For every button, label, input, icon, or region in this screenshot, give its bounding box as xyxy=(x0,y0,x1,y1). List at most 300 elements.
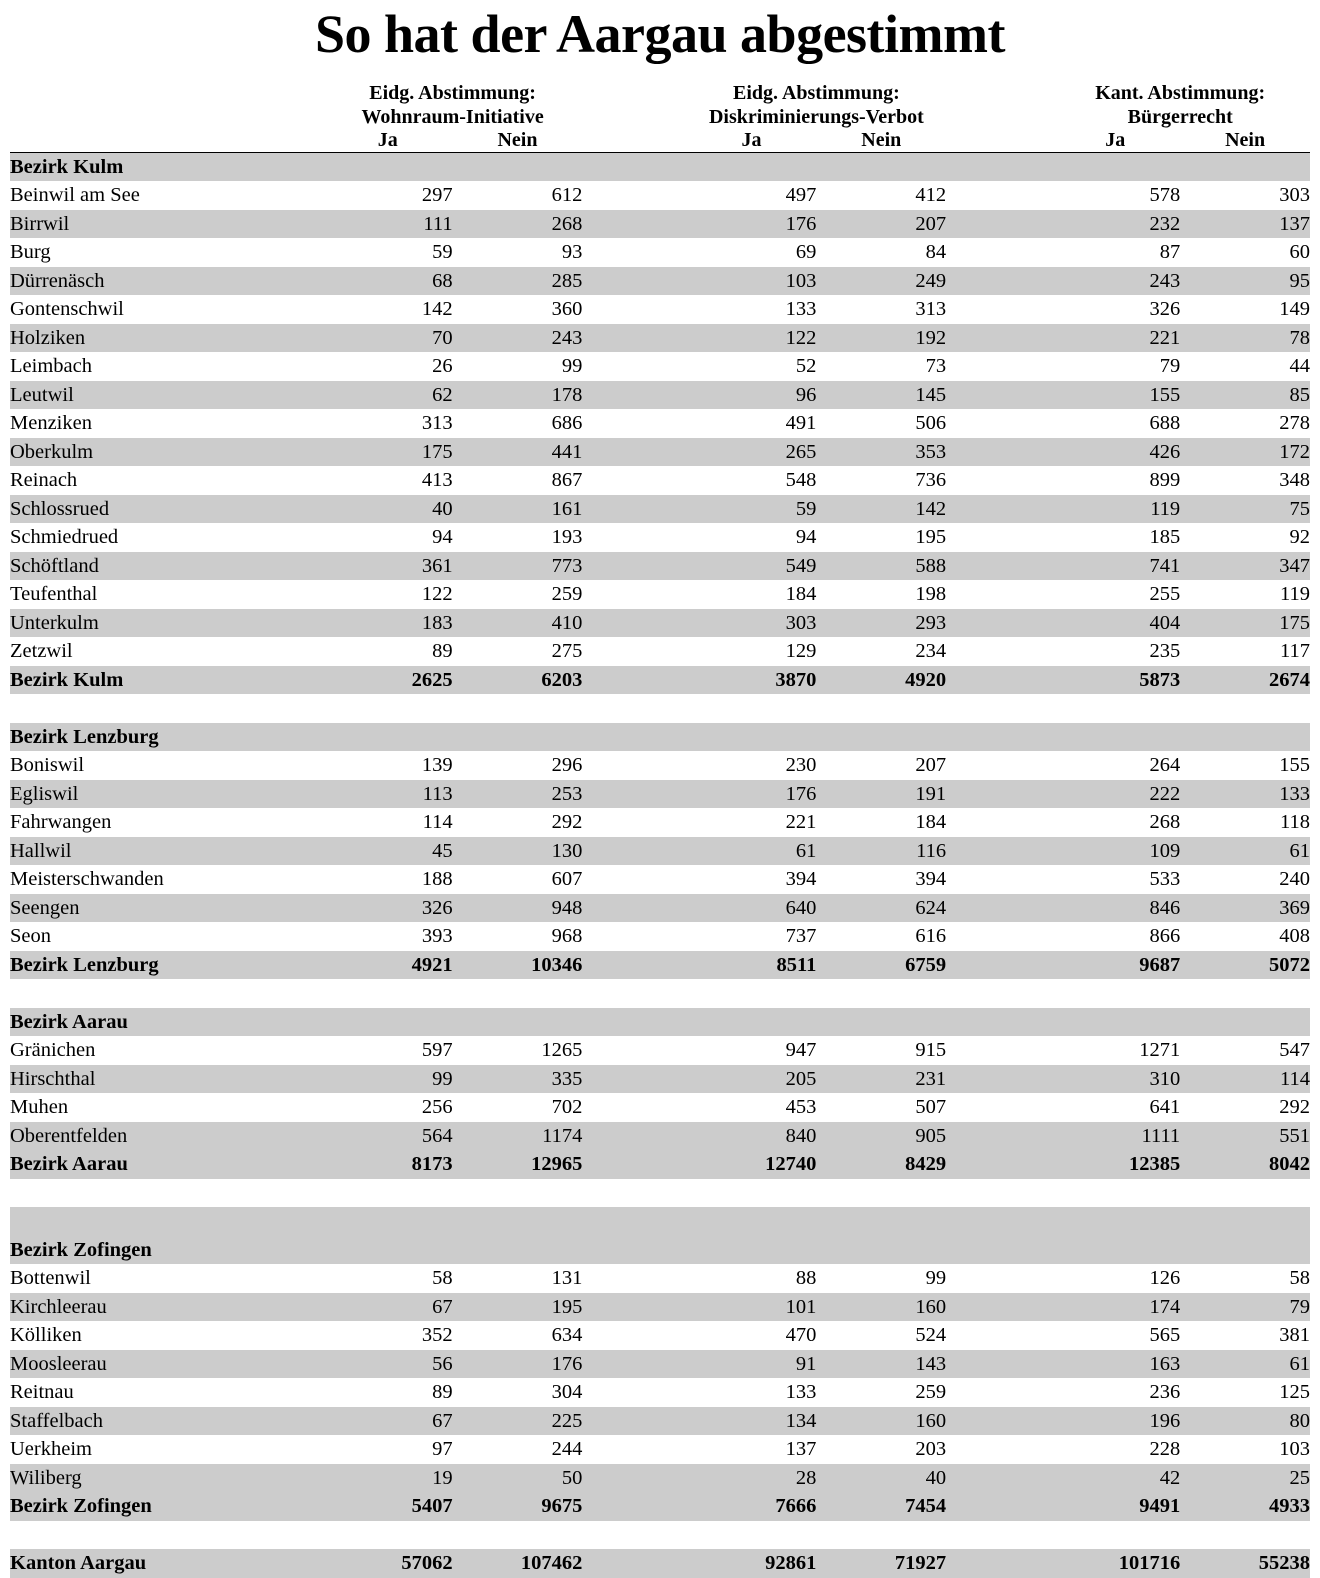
vote-count: 192 xyxy=(816,324,946,353)
vote-count: 198 xyxy=(816,580,946,609)
vote-count: 172 xyxy=(1180,438,1310,467)
vote-count: 296 xyxy=(453,751,583,780)
vote-count: 736 xyxy=(816,466,946,495)
vote-count: 184 xyxy=(687,580,817,609)
vote-count: 42 xyxy=(1050,1464,1180,1493)
header-group-1-line1: Eidg. Abstimmung: xyxy=(369,81,536,104)
municipality-name: Zetzwil xyxy=(10,637,323,666)
municipality-name: Menziken xyxy=(10,409,323,438)
vote-count: 185 xyxy=(1050,523,1180,552)
vote-count: 94 xyxy=(323,523,453,552)
vote-count: 292 xyxy=(453,808,583,837)
vote-count: 8173 xyxy=(323,1150,453,1179)
municipality-name: Kanton Aargau xyxy=(10,1549,323,1578)
table-row xyxy=(10,1321,1310,1350)
table-row xyxy=(10,1293,1310,1322)
vote-count: 142 xyxy=(323,295,453,324)
vote-count xyxy=(323,694,453,723)
column-gap xyxy=(946,238,1050,267)
vote-count: 547 xyxy=(1180,1036,1310,1065)
vote-count: 137 xyxy=(687,1435,817,1464)
vote-count xyxy=(1050,723,1180,752)
vote-count: 297 xyxy=(323,181,453,210)
vote-count xyxy=(1180,1207,1310,1236)
vote-count: 265 xyxy=(687,438,817,467)
vote-count: 176 xyxy=(687,210,817,239)
vote-count: 129 xyxy=(687,637,817,666)
vote-count: 256 xyxy=(323,1093,453,1122)
vote-count xyxy=(323,723,453,752)
table-row xyxy=(10,865,1310,894)
vote-count: 240 xyxy=(1180,865,1310,894)
column-gap xyxy=(946,1122,1050,1151)
column-gap xyxy=(946,438,1050,467)
vote-count: 228 xyxy=(1050,1435,1180,1464)
column-gap xyxy=(582,210,686,239)
vote-count: 9675 xyxy=(453,1492,583,1521)
vote-count: 126 xyxy=(1050,1264,1180,1293)
vote-count: 62 xyxy=(323,381,453,410)
vote-count: 2674 xyxy=(1180,666,1310,695)
vote-count xyxy=(1180,152,1310,181)
vote-count: 207 xyxy=(816,210,946,239)
municipality-name: Unterkulm xyxy=(10,609,323,638)
municipality-name: Gränichen xyxy=(10,1036,323,1065)
table-row xyxy=(10,780,1310,809)
column-gap xyxy=(946,324,1050,353)
vote-count: 524 xyxy=(816,1321,946,1350)
vote-count: 641 xyxy=(1050,1093,1180,1122)
vote-count: 293 xyxy=(816,609,946,638)
vote-count: 142 xyxy=(816,495,946,524)
municipality-name: Leimbach xyxy=(10,352,323,381)
vote-count xyxy=(687,1236,817,1265)
vote-count: 404 xyxy=(1050,609,1180,638)
column-gap xyxy=(946,1350,1050,1379)
vote-count: 905 xyxy=(816,1122,946,1151)
column-gap xyxy=(582,1065,686,1094)
vote-count: 394 xyxy=(816,865,946,894)
vote-count: 203 xyxy=(816,1435,946,1464)
column-gap xyxy=(582,922,686,951)
table-row xyxy=(10,409,1310,438)
vote-count: 118 xyxy=(1180,808,1310,837)
column-gap xyxy=(582,780,686,809)
municipality-name: Beinwil am See xyxy=(10,181,323,210)
spacer-row xyxy=(10,694,1310,723)
vote-count: 393 xyxy=(323,922,453,951)
vote-count xyxy=(1180,1008,1310,1037)
vote-count: 497 xyxy=(687,181,817,210)
column-gap xyxy=(582,552,686,581)
header-group-2-line1: Eidg. Abstimmung: xyxy=(733,81,900,104)
column-gap xyxy=(946,1036,1050,1065)
municipality-name: Burg xyxy=(10,238,323,267)
column-gap xyxy=(582,1350,686,1379)
column-gap xyxy=(946,1207,1050,1236)
vote-count xyxy=(1050,1207,1180,1236)
vote-count: 1271 xyxy=(1050,1036,1180,1065)
column-gap xyxy=(582,637,686,666)
vote-count: 28 xyxy=(687,1464,817,1493)
table-row xyxy=(10,352,1310,381)
vote-count: 56 xyxy=(323,1350,453,1379)
vote-count: 408 xyxy=(1180,922,1310,951)
vote-count xyxy=(323,1179,453,1208)
vote-count: 89 xyxy=(323,637,453,666)
column-gap xyxy=(582,694,686,723)
vote-count: 122 xyxy=(687,324,817,353)
header-group-2 xyxy=(687,81,947,129)
municipality-name: Seengen xyxy=(10,894,323,923)
header-sub-3-ja: Ja xyxy=(1105,128,1126,151)
vote-count: 113 xyxy=(323,780,453,809)
column-gap xyxy=(582,1008,686,1037)
vote-count: 195 xyxy=(816,523,946,552)
vote-count: 59 xyxy=(687,495,817,524)
vote-count: 69 xyxy=(687,238,817,267)
vote-count: 133 xyxy=(687,295,817,324)
vote-count: 968 xyxy=(453,922,583,951)
vote-count xyxy=(323,1207,453,1236)
municipality-name: Wiliberg xyxy=(10,1464,323,1493)
vote-count: 12385 xyxy=(1050,1150,1180,1179)
table-row xyxy=(10,238,1310,267)
table-row xyxy=(10,580,1310,609)
column-gap xyxy=(582,666,686,695)
column-gap xyxy=(582,295,686,324)
vote-count: 244 xyxy=(453,1435,583,1464)
vote-count: 207 xyxy=(816,751,946,780)
vote-count xyxy=(687,979,817,1008)
vote-count: 45 xyxy=(323,837,453,866)
vote-count: 25 xyxy=(1180,1464,1310,1493)
vote-count: 175 xyxy=(1180,609,1310,638)
column-gap xyxy=(946,295,1050,324)
column-gap xyxy=(582,1264,686,1293)
vote-count: 231 xyxy=(816,1065,946,1094)
municipality-name: Holziken xyxy=(10,324,323,353)
vote-count: 92861 xyxy=(687,1549,817,1578)
column-gap xyxy=(582,438,686,467)
municipality-name: Seon xyxy=(10,922,323,951)
column-gap xyxy=(946,1093,1050,1122)
vote-count xyxy=(1180,1179,1310,1208)
vote-count: 8042 xyxy=(1180,1150,1310,1179)
header-sub-1-nein: Nein xyxy=(497,128,538,151)
vote-count: 58 xyxy=(1180,1264,1310,1293)
district-header-row xyxy=(10,1008,1310,1037)
header-group-1 xyxy=(323,81,583,129)
column-gap xyxy=(946,1321,1050,1350)
vote-count: 470 xyxy=(687,1321,817,1350)
vote-count: 249 xyxy=(816,267,946,296)
vote-count: 205 xyxy=(687,1065,817,1094)
column-gap xyxy=(582,1036,686,1065)
vote-count: 58 xyxy=(323,1264,453,1293)
municipality-name: Bezirk Aarau xyxy=(10,1150,323,1179)
vote-count: 549 xyxy=(687,552,817,581)
vote-count xyxy=(1180,1521,1310,1550)
municipality-name: Schmiedrued xyxy=(10,523,323,552)
vote-count: 88 xyxy=(687,1264,817,1293)
table-row xyxy=(10,1122,1310,1151)
table-row xyxy=(10,1435,1310,1464)
vote-count: 73 xyxy=(816,352,946,381)
vote-count: 137 xyxy=(1180,210,1310,239)
vote-count: 12740 xyxy=(687,1150,817,1179)
header-sub-3-nein: Nein xyxy=(1225,128,1266,151)
header-sub-spacer-3 xyxy=(946,129,1050,153)
spacer-row xyxy=(10,979,1310,1008)
vote-count: 93 xyxy=(453,238,583,267)
table-row xyxy=(10,523,1310,552)
vote-count: 548 xyxy=(687,466,817,495)
column-gap xyxy=(946,1464,1050,1493)
municipality-name: Bezirk Kulm xyxy=(10,152,323,181)
vote-count: 313 xyxy=(323,409,453,438)
column-gap xyxy=(582,523,686,552)
column-gap xyxy=(946,495,1050,524)
table-row xyxy=(10,894,1310,923)
vote-count xyxy=(453,723,583,752)
vote-count: 702 xyxy=(453,1093,583,1122)
vote-count: 347 xyxy=(1180,552,1310,581)
vote-count: 52 xyxy=(687,352,817,381)
vote-count: 303 xyxy=(687,609,817,638)
vote-count: 947 xyxy=(687,1036,817,1065)
vote-count xyxy=(816,1236,946,1265)
municipality-name: Teufenthal xyxy=(10,580,323,609)
column-gap xyxy=(946,808,1050,837)
municipality-name xyxy=(10,1521,323,1550)
spacer-row xyxy=(10,1179,1310,1208)
vote-count: 61 xyxy=(1180,837,1310,866)
vote-count: 221 xyxy=(1050,324,1180,353)
column-gap xyxy=(582,751,686,780)
vote-count: 310 xyxy=(1050,1065,1180,1094)
vote-count: 453 xyxy=(687,1093,817,1122)
vote-count: 176 xyxy=(687,780,817,809)
vote-count: 3870 xyxy=(687,666,817,695)
vote-count: 160 xyxy=(816,1293,946,1322)
column-gap xyxy=(946,751,1050,780)
vote-count: 915 xyxy=(816,1036,946,1065)
vote-count: 84 xyxy=(816,238,946,267)
vote-count: 12965 xyxy=(453,1150,583,1179)
vote-count: 67 xyxy=(323,1407,453,1436)
municipality-name xyxy=(10,694,323,723)
vote-count xyxy=(1180,979,1310,1008)
district-header-row xyxy=(10,152,1310,181)
vote-count: 79 xyxy=(1050,352,1180,381)
municipality-name: Bezirk Lenzburg xyxy=(10,723,323,752)
table-row xyxy=(10,1407,1310,1436)
vote-count: 588 xyxy=(816,552,946,581)
vote-count: 578 xyxy=(1050,181,1180,210)
header-group-3 xyxy=(1050,81,1310,129)
vote-count: 867 xyxy=(453,466,583,495)
vote-count: 253 xyxy=(453,780,583,809)
vote-count: 7454 xyxy=(816,1492,946,1521)
vote-count: 268 xyxy=(1050,808,1180,837)
vote-count: 313 xyxy=(816,295,946,324)
vote-count xyxy=(323,979,453,1008)
vote-count xyxy=(687,1521,817,1550)
column-gap xyxy=(946,780,1050,809)
vote-count xyxy=(1050,979,1180,1008)
vote-count: 507 xyxy=(816,1093,946,1122)
vote-count xyxy=(816,723,946,752)
column-gap xyxy=(582,181,686,210)
column-gap xyxy=(946,1293,1050,1322)
column-gap xyxy=(582,837,686,866)
table-row xyxy=(10,466,1310,495)
column-gap xyxy=(582,723,686,752)
vote-count: 78 xyxy=(1180,324,1310,353)
header-sub-1-ja: Ja xyxy=(377,128,398,151)
header-group-1-line2: Wohnraum-Initiative xyxy=(361,105,544,128)
column-gap xyxy=(946,637,1050,666)
vote-count: 134 xyxy=(687,1407,817,1436)
column-gap xyxy=(582,1492,686,1521)
vote-count: 122 xyxy=(323,580,453,609)
vote-count xyxy=(687,723,817,752)
table-row xyxy=(10,324,1310,353)
municipality-name: Uerkheim xyxy=(10,1435,323,1464)
vote-count: 67 xyxy=(323,1293,453,1322)
vote-count: 5072 xyxy=(1180,951,1310,980)
vote-count: 196 xyxy=(1050,1407,1180,1436)
column-gap xyxy=(946,1264,1050,1293)
column-gap xyxy=(946,951,1050,980)
vote-count xyxy=(816,152,946,181)
column-gap xyxy=(582,1236,686,1265)
vote-count: 40 xyxy=(816,1464,946,1493)
municipality-name: Dürrenäsch xyxy=(10,267,323,296)
vote-count: 5407 xyxy=(323,1492,453,1521)
vote-count: 412 xyxy=(816,181,946,210)
vote-count: 101716 xyxy=(1050,1549,1180,1578)
vote-count: 188 xyxy=(323,865,453,894)
table-row xyxy=(10,267,1310,296)
vote-count xyxy=(323,1236,453,1265)
column-gap xyxy=(946,666,1050,695)
table-row xyxy=(10,181,1310,210)
municipality-name: Staffelbach xyxy=(10,1407,323,1436)
column-gap xyxy=(582,238,686,267)
vote-count: 191 xyxy=(816,780,946,809)
vote-count: 50 xyxy=(453,1464,583,1493)
column-gap xyxy=(946,865,1050,894)
vote-count xyxy=(453,1207,583,1236)
column-gap xyxy=(582,894,686,923)
column-gap xyxy=(582,1378,686,1407)
municipality-name: Meisterschwanden xyxy=(10,865,323,894)
vote-count: 688 xyxy=(1050,409,1180,438)
vote-count xyxy=(323,1521,453,1550)
canton-total-row xyxy=(10,1549,1310,1578)
vote-count xyxy=(453,694,583,723)
vote-count: 60 xyxy=(1180,238,1310,267)
vote-count: 119 xyxy=(1180,580,1310,609)
column-gap xyxy=(582,324,686,353)
vote-count: 491 xyxy=(687,409,817,438)
vote-count: 640 xyxy=(687,894,817,923)
table-row xyxy=(10,1350,1310,1379)
column-gap xyxy=(946,352,1050,381)
column-gap xyxy=(582,1179,686,1208)
district-header-row xyxy=(10,723,1310,752)
vote-count: 948 xyxy=(453,894,583,923)
page-title: So hat der Aargau abgestimmt xyxy=(314,4,1005,64)
vote-count: 160 xyxy=(816,1407,946,1436)
column-gap xyxy=(946,466,1050,495)
vote-count: 326 xyxy=(323,894,453,923)
vote-count: 381 xyxy=(1180,1321,1310,1350)
vote-count: 117 xyxy=(1180,637,1310,666)
municipality-name: Bottenwil xyxy=(10,1264,323,1293)
municipality-name: Birrwil xyxy=(10,210,323,239)
column-gap xyxy=(582,1122,686,1151)
district-total-row xyxy=(10,951,1310,980)
district-total-row xyxy=(10,666,1310,695)
column-gap xyxy=(946,1065,1050,1094)
vote-count xyxy=(816,1207,946,1236)
table-row xyxy=(10,1464,1310,1493)
column-gap xyxy=(946,580,1050,609)
table-row xyxy=(10,1065,1310,1094)
vote-count: 195 xyxy=(453,1293,583,1322)
vote-count: 285 xyxy=(453,267,583,296)
municipality-name: Bezirk Lenzburg xyxy=(10,951,323,980)
vote-count: 4920 xyxy=(816,666,946,695)
vote-count: 103 xyxy=(1180,1435,1310,1464)
header-spacer xyxy=(10,81,323,129)
table-row xyxy=(10,552,1310,581)
vote-count: 230 xyxy=(687,751,817,780)
column-gap xyxy=(582,381,686,410)
column-gap xyxy=(582,466,686,495)
vote-count xyxy=(1050,1236,1180,1265)
vote-count xyxy=(1180,723,1310,752)
vote-count: 264 xyxy=(1050,751,1180,780)
vote-count: 193 xyxy=(453,523,583,552)
vote-count: 616 xyxy=(816,922,946,951)
vote-count xyxy=(1050,1521,1180,1550)
vote-count: 360 xyxy=(453,295,583,324)
column-gap xyxy=(582,609,686,638)
vote-count xyxy=(687,1179,817,1208)
vote-count xyxy=(453,1521,583,1550)
vote-count xyxy=(1180,1236,1310,1265)
vote-count: 119 xyxy=(1050,495,1180,524)
vote-count: 846 xyxy=(1050,894,1180,923)
vote-count: 80 xyxy=(1180,1407,1310,1436)
column-gap xyxy=(582,1521,686,1550)
vote-count xyxy=(816,979,946,1008)
vote-count: 1174 xyxy=(453,1122,583,1151)
vote-count: 410 xyxy=(453,609,583,638)
vote-count: 5873 xyxy=(1050,666,1180,695)
table-row xyxy=(10,922,1310,951)
vote-count: 506 xyxy=(816,409,946,438)
column-gap xyxy=(582,580,686,609)
vote-count: 222 xyxy=(1050,780,1180,809)
vote-count: 161 xyxy=(453,495,583,524)
district-total-row xyxy=(10,1150,1310,1179)
table-body xyxy=(10,152,1310,1578)
